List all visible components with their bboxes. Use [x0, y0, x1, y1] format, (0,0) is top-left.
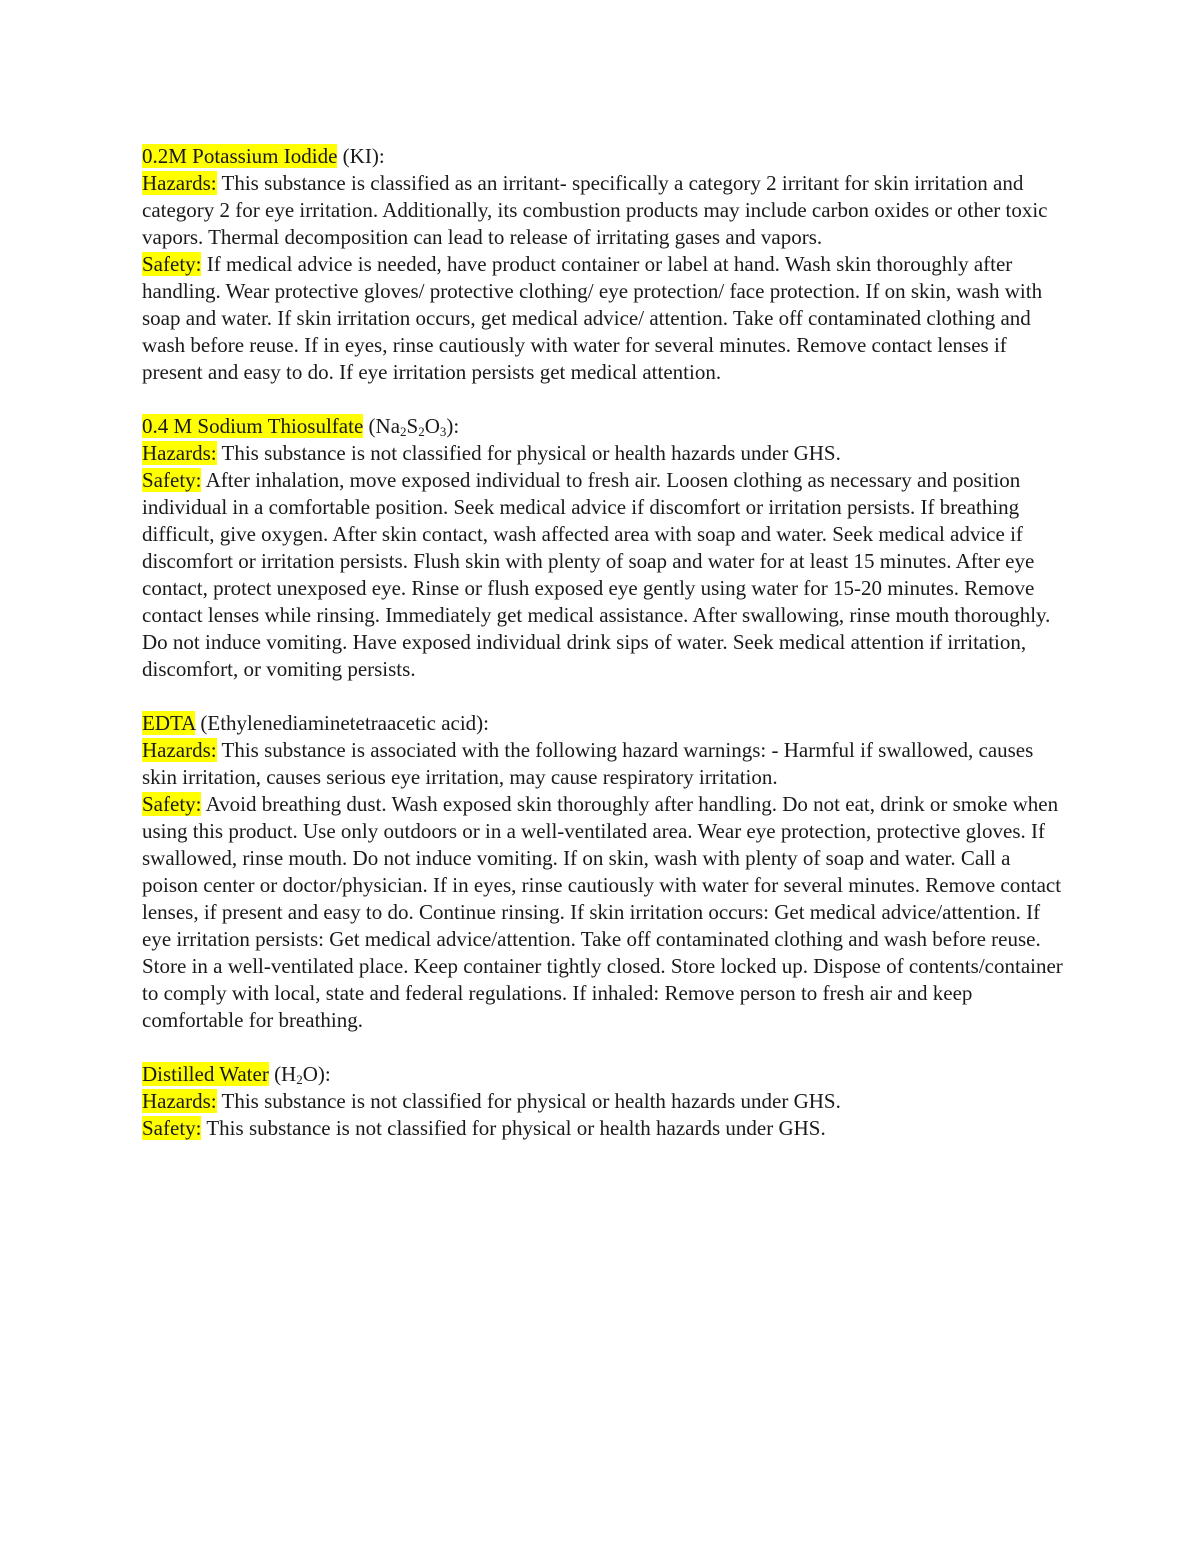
safety-label: Safety:: [142, 792, 202, 816]
chemical-formula: (Ethylenediaminetetraacetic acid):: [195, 711, 489, 735]
chemical-heading: [142, 1061, 1067, 1088]
chemical-name: 0.4 M Sodium Thiosulfate: [142, 414, 364, 438]
hazards-label: Hazards:: [142, 1089, 217, 1113]
chemical-formula: $(H_2O)$:: [268, 1062, 331, 1087]
safety-paragraph: [142, 1115, 1067, 1142]
hazards-label: Hazards:: [142, 171, 217, 195]
chemical-heading: [142, 143, 1067, 170]
chemical-formula: (KI):: [337, 144, 385, 168]
safety-label: Safety:: [142, 252, 202, 276]
safety-text: After inhalation, move exposed individual to fresh air. Loosen clothing as necessary and position individual in a comfortable position. Seek medical advice if discomfort or irritation persists. If breathing difficult, give oxygen. After skin contact, wash affected area with soap and water. Seek medical advice if discomfort or irritation persists. Flush skin with plenty of soap and water for at least 15 minutes. After eye contact, protect unexposed eye. Rinse or flush exposed eye gently using water for 15-20 minutes. Remove contact lenses while rinsing. Immediately get medical assistance. After swallowing, rinse mouth thoroughly. Do not induce vomiting. Have exposed individual drink sips of water. Seek medical attention if irritation, discomfort, or vomiting persists.: [142, 468, 1051, 681]
chemical-section-distilled-water: [142, 1061, 1067, 1142]
safety-paragraph: [142, 467, 1067, 683]
hazards-paragraph: [142, 170, 1067, 251]
chemical-heading: [142, 710, 1067, 737]
hazards-label: Hazards:: [142, 441, 217, 465]
chemical-formula: $(Na_2S_2O_3)$:: [363, 414, 460, 439]
hazards-text: This substance is not classified for physical or health hazards under GHS.: [216, 1089, 841, 1113]
hazards-text: This substance is classified as an irritant- specifically a category 2 irritant for skin irritation and category 2 for eye irritation. Additionally, its combustion products may include carbon oxides or other toxic vapors. Thermal decomposition can lead to release of irritating gases and vapors.: [142, 171, 1048, 249]
safety-label: Safety:: [142, 1116, 202, 1140]
hazards-text: This substance is not classified for physical or health hazards under GHS.: [216, 441, 841, 465]
hazards-paragraph: [142, 737, 1067, 791]
safety-paragraph: [142, 791, 1067, 1034]
chemical-name: Distilled Water: [142, 1062, 269, 1086]
safety-label: Safety:: [142, 468, 202, 492]
safety-paragraph: [142, 251, 1067, 386]
safety-text: Avoid breathing dust. Wash exposed skin thoroughly after handling. Do not eat, drink or smoke when using this product. Use only outdoors or in a well-ventilated area. Wear eye protection, protective gloves. If swallowed, rinse mouth. Do not induce vomiting. If on skin, wash with plenty of soap and water. Call a poison center or doctor/physician. If in eyes, rinse cautiously with water for several minutes. Remove contact lenses, if present and easy to do. Continue rinsing. If skin irritation occurs: Get medical advice/attention. If eye irritation persists: Get medical advice/attention. Take off contaminated clothing and wash before reuse. Store in a well-ventilated place. Keep container tightly closed. Store locked up. Dispose of contents/container to comply with local, state and federal regulations. If inhaled: Remove person to fresh air and keep comfortable for breathing.: [142, 792, 1063, 1032]
chemical-name: EDTA: [142, 711, 196, 735]
hazards-paragraph: [142, 1088, 1067, 1115]
hazards-label: Hazards:: [142, 738, 217, 762]
document-page: [142, 143, 1067, 1169]
chemical-heading: [142, 413, 1067, 440]
hazards-paragraph: [142, 440, 1067, 467]
chemical-section-sodium-thiosulfate: [142, 413, 1067, 683]
safety-text: This substance is not classified for physical or health hazards under GHS.: [201, 1116, 826, 1140]
chemical-name: 0.2M Potassium Iodide: [142, 144, 338, 168]
hazards-text: This substance is associated with the following hazard warnings: - Harmful if swallowed, causes skin irritation, causes serious eye irritation, may cause respiratory irritation.: [142, 738, 1034, 789]
chemical-section-edta: [142, 710, 1067, 1034]
safety-text: If medical advice is needed, have product container or label at hand. Wash skin thoroughly after handling. Wear protective gloves/ protective clothing/ eye protection/ face protection. If on skin, wash with soap and water. If skin irritation occurs, get medical advice/ attention. Take off contaminated clothing and wash before reuse. If in eyes, rinse cautiously with water for several minutes. Remove contact lenses if present and easy to do. If eye irritation persists get medical attention.: [142, 252, 1043, 384]
chemical-section-potassium-iodide: [142, 143, 1067, 386]
